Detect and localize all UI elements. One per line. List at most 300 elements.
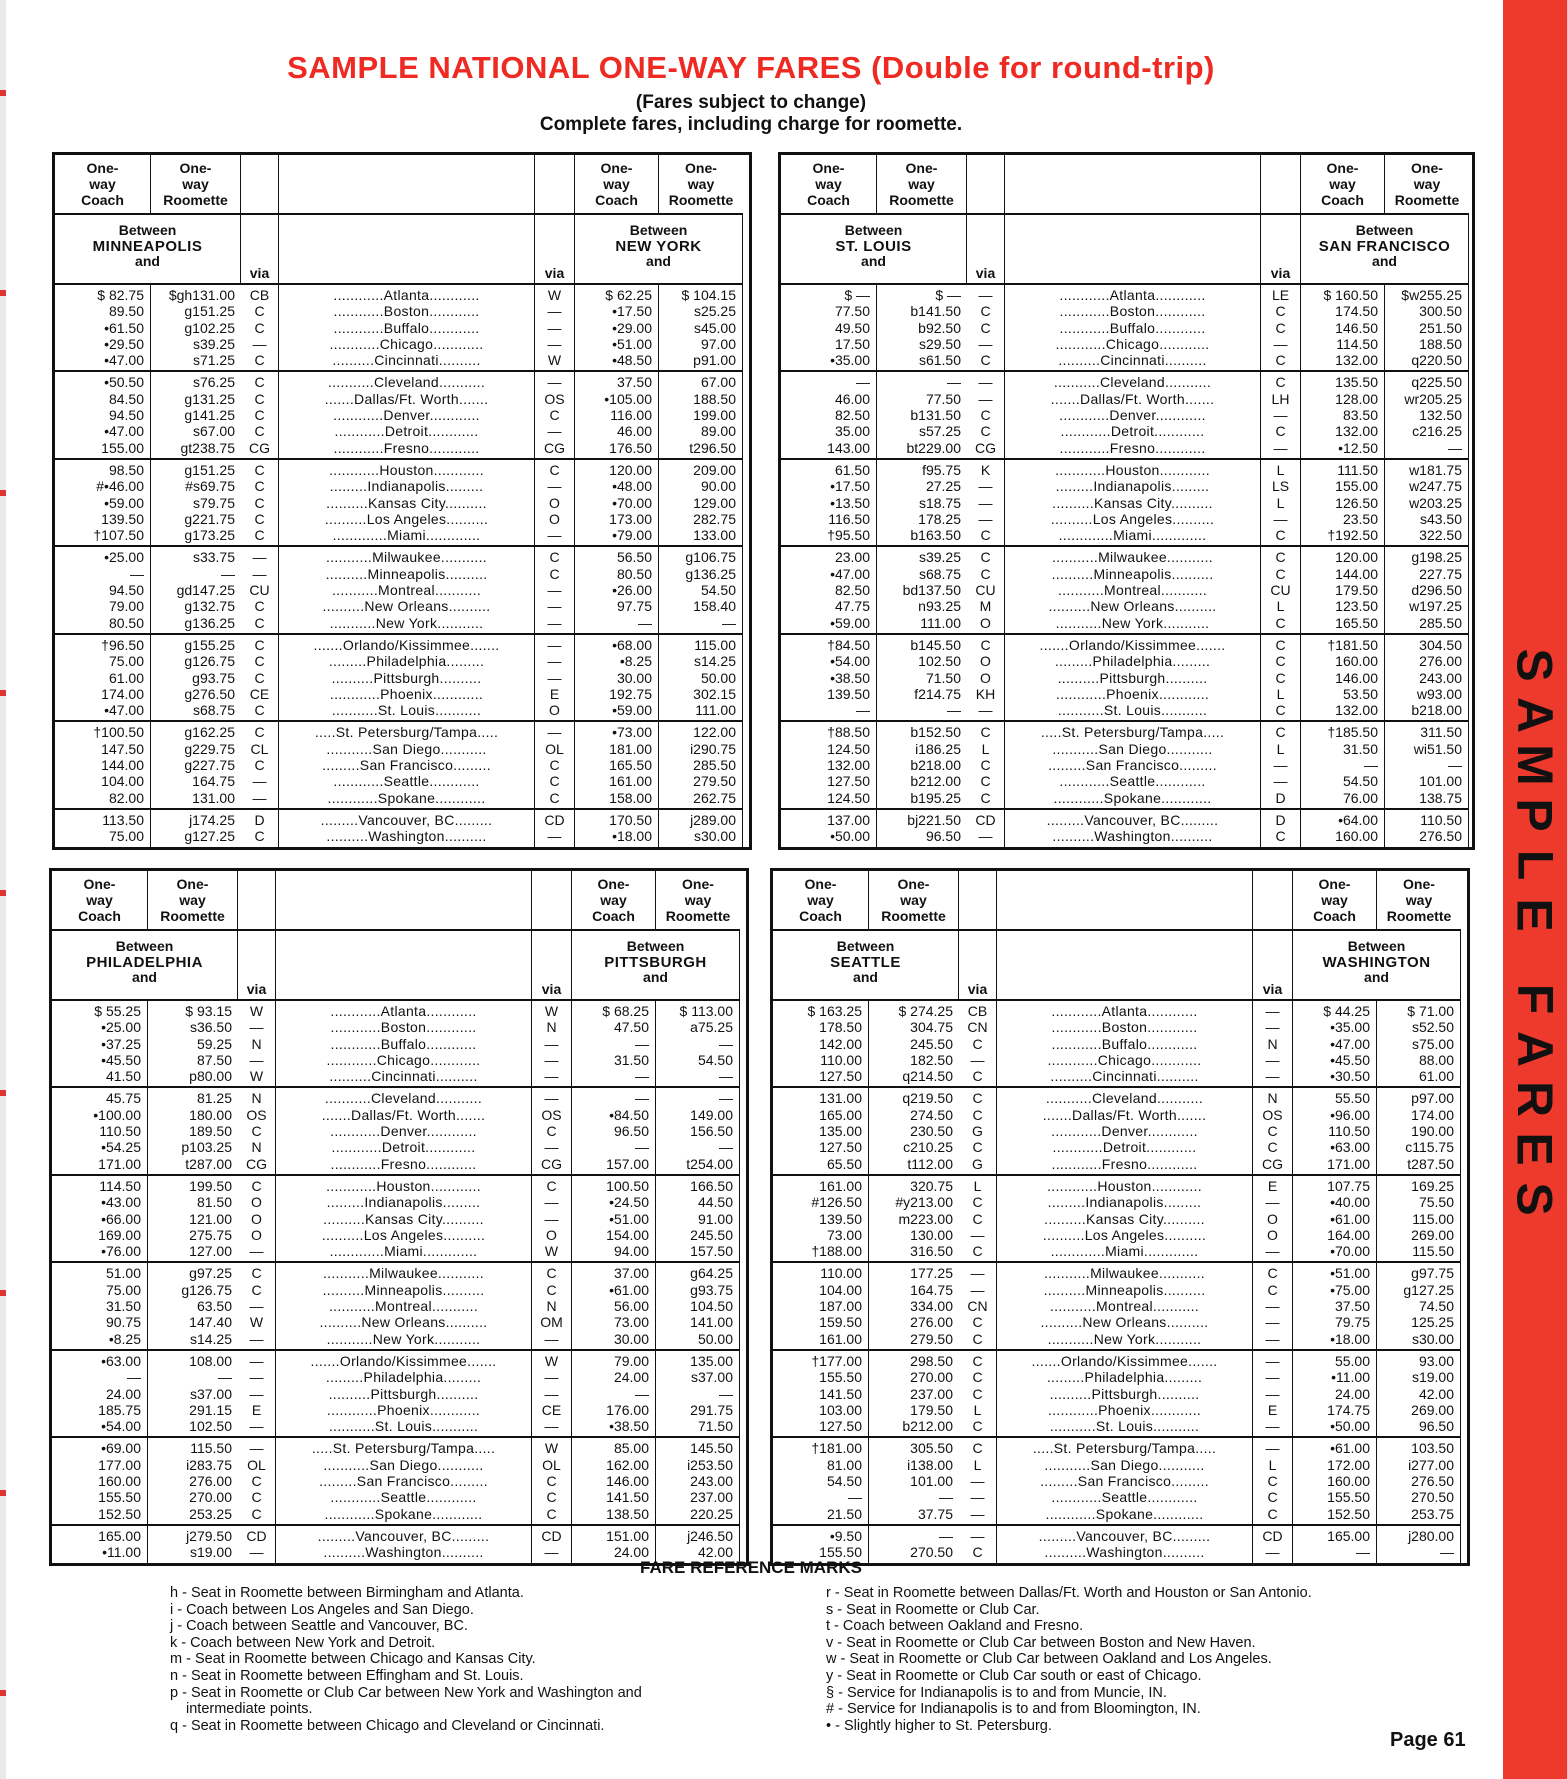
- left-coach-fare: 103.00: [819, 1401, 862, 1418]
- destination-city: ............Spokane............: [1053, 789, 1212, 806]
- right-roomette-fare: s19.00: [1411, 1369, 1454, 1386]
- left-roomette-fare: f214.75: [914, 685, 961, 702]
- right-roomette-fare: 269.00: [1411, 1401, 1454, 1418]
- right-via: —: [547, 614, 562, 631]
- right-roomette-fare: 262.75: [693, 789, 736, 806]
- fare-reference-title: FARE REFERENCE MARKS: [640, 1558, 862, 1577]
- left-via: C: [254, 702, 265, 719]
- right-via: —: [547, 598, 562, 615]
- destination-city: .........Indianapolis.........: [1047, 1194, 1202, 1211]
- destination-city: ............Boston............: [333, 303, 480, 320]
- right-coach-fare: •11.00: [1331, 1369, 1370, 1386]
- left-via: —: [252, 773, 267, 790]
- fare-group-column: [1385, 547, 1469, 634]
- right-roomette-fare: wr205.25: [1404, 390, 1462, 407]
- right-roomette-fare: q220.50: [1411, 352, 1462, 369]
- right-via: C: [549, 565, 560, 582]
- left-via: N: [251, 1090, 262, 1107]
- left-coach-fare: 131.00: [819, 1090, 862, 1107]
- destination-city: ..........Los Angeles..........: [1042, 1226, 1207, 1243]
- destination-city: ...........San Diego...........: [323, 1456, 484, 1473]
- right-coach-fare: 56.00: [613, 1298, 649, 1315]
- destination-city: ..........Kansas City..........: [323, 1210, 484, 1227]
- right-coach-fare: 173.00: [609, 510, 652, 527]
- right-via: —: [544, 1544, 559, 1561]
- left-coach-fare: 139.50: [827, 685, 870, 702]
- fare-reference-note: q - Seat in Roomette between Chicago and Cleveland or Cincinnati.: [170, 1717, 605, 1734]
- left-via: —: [252, 789, 267, 806]
- fare-group-column: [55, 810, 151, 847]
- destination-city: ............Houston............: [1055, 461, 1210, 478]
- right-coach-fare: 54.50: [1342, 773, 1378, 790]
- left-coach-fare: 98.50: [108, 461, 144, 478]
- fare-group-column: [1301, 460, 1385, 547]
- left-coach-fare: 147.50: [101, 740, 144, 757]
- right-coach-fare: 132.00: [1335, 352, 1378, 369]
- left-via: C: [972, 1352, 983, 1369]
- left-via: —: [249, 1369, 264, 1386]
- left-via: CD: [975, 811, 996, 828]
- right-roomette-fare: 220.25: [690, 1505, 733, 1522]
- city-header-spacer: [997, 871, 1253, 931]
- left-roomette-fare: g131.25: [184, 390, 235, 407]
- destination-city: .............Miami.............: [1058, 527, 1207, 544]
- right-roomette-fare: —: [719, 1139, 733, 1156]
- right-roomette-fare: 245.50: [690, 1226, 733, 1243]
- right-coach-fare: 176.50: [609, 439, 652, 456]
- left-roomette-fare: g173.25: [184, 527, 235, 544]
- left-roomette-fare: g141.25: [184, 407, 235, 424]
- right-coach-fare: $ 62.25: [605, 287, 652, 303]
- fare-group-column: [148, 1001, 238, 1088]
- right-via: N: [546, 1298, 557, 1315]
- fare-group-column: [1377, 1351, 1461, 1438]
- subtitle-fares-subject: (Fares subject to change): [635, 92, 867, 113]
- destination-city: .........Philadelphia.........: [1054, 653, 1211, 670]
- destination-city: ............Denver............: [330, 1123, 477, 1140]
- left-roomette-fare: —: [939, 1489, 953, 1506]
- fare-group-column: [148, 1438, 238, 1525]
- right-roomette-fare: 138.75: [1419, 789, 1462, 806]
- left-coach-fare: •54.00: [830, 653, 870, 670]
- right-via: —: [547, 653, 562, 670]
- right-via: CG: [1262, 1155, 1283, 1172]
- right-coach-fare: 172.00: [1327, 1456, 1370, 1473]
- left-coach-fare: 177.00: [98, 1456, 141, 1473]
- right-coach-fare: —: [635, 1090, 649, 1107]
- left-coach-fare: 160.00: [98, 1473, 141, 1490]
- right-via: CD: [541, 1527, 562, 1544]
- fare-group-column: [151, 635, 241, 722]
- right-via: OS: [544, 390, 565, 407]
- destination-city: .........Indianapolis.........: [1055, 478, 1210, 495]
- right-coach-fare: •24.50: [609, 1194, 649, 1211]
- right-coach-fare: 79.00: [613, 1352, 649, 1369]
- left-roomette-fare: t287.00: [185, 1155, 232, 1172]
- right-via: —: [544, 1385, 559, 1402]
- left-via: C: [251, 1281, 262, 1298]
- right-via: C: [1275, 724, 1286, 741]
- fare-group-column: [572, 1526, 656, 1563]
- left-via: C: [980, 773, 991, 790]
- left-coach-fare: 124.50: [827, 789, 870, 806]
- left-roomette-fare: s68.75: [918, 565, 961, 582]
- fare-group-column: [572, 1176, 656, 1263]
- fare-group-column: [1301, 285, 1385, 372]
- fare-group-column: [241, 547, 279, 634]
- right-roomette-fare: 71.50: [697, 1418, 733, 1435]
- fare-group-column: [1261, 285, 1301, 372]
- right-via: C: [1267, 1473, 1278, 1490]
- left-via: —: [252, 549, 267, 566]
- right-roomette-fare: —: [1448, 757, 1462, 774]
- left-roomette-fare: 178.25: [918, 510, 961, 527]
- fare-group-column: [877, 285, 967, 372]
- right-coach-fare: 164.00: [1327, 1226, 1370, 1243]
- left-coach-fare: •38.50: [830, 669, 870, 686]
- right-coach-fare: 80.50: [616, 565, 652, 582]
- right-roomette-fare: 291.75: [690, 1401, 733, 1418]
- right-coach-fare: 30.00: [613, 1330, 649, 1347]
- destination-city: ...........Cleveland...........: [1045, 1090, 1204, 1107]
- fare-group-column: [869, 1351, 959, 1438]
- right-roomette-fare: s37.00: [690, 1369, 733, 1386]
- left-via: G: [972, 1123, 983, 1140]
- left-coach-fare: †188.00: [811, 1243, 862, 1260]
- left-via: C: [251, 1177, 262, 1194]
- destination-city: .........Philadelphia.........: [1046, 1369, 1203, 1386]
- right-via: CG: [544, 439, 565, 456]
- right-via: —: [1273, 335, 1288, 352]
- left-roomette-fare: g132.75: [184, 598, 235, 615]
- right-via: —: [547, 582, 562, 599]
- fare-group-column: [1293, 1001, 1377, 1088]
- fare-group-column: [1377, 1001, 1461, 1088]
- left-roomette-fare: —: [947, 374, 961, 391]
- fare-group-column: [997, 1263, 1253, 1350]
- destination-city: .............Miami.............: [329, 1243, 478, 1260]
- city-column-spacer: [276, 931, 532, 1001]
- right-roomette-fare: c216.25: [1412, 423, 1462, 440]
- right-via: L: [1276, 685, 1285, 702]
- left-coach-fare: •47.00: [104, 352, 144, 369]
- fare-group-column: [781, 722, 877, 809]
- fare-group-column: [1253, 1263, 1293, 1350]
- left-edge-strip: [0, 0, 6, 1779]
- left-via: —: [978, 287, 993, 303]
- right-roomette-fare: 322.50: [1419, 527, 1462, 544]
- left-coach-fare: 155.00: [101, 439, 144, 456]
- destination-city: .......Dallas/Ft. Worth.......: [324, 390, 489, 407]
- fare-group-column: [773, 1176, 869, 1263]
- left-roomette-fare: 177.25: [910, 1265, 953, 1282]
- left-coach-fare: 47.75: [834, 598, 870, 615]
- right-via: —: [547, 374, 562, 391]
- left-via: L: [973, 1456, 982, 1473]
- left-coach-fare: •59.00: [104, 494, 144, 511]
- fare-group-column: [967, 635, 1005, 722]
- side-label-letter: E: [1506, 898, 1563, 932]
- fare-group-column: [575, 547, 659, 634]
- right-coach-fare: 37.00: [613, 1265, 649, 1282]
- left-via: CD: [246, 1527, 267, 1544]
- left-coach-fare: 104.00: [819, 1281, 862, 1298]
- right-via: —: [547, 423, 562, 440]
- side-label-letter: A: [1506, 1030, 1563, 1068]
- destination-city: ...........Milwaukee...........: [325, 549, 487, 566]
- left-via: C: [251, 1265, 262, 1282]
- left-coach-fare: •100.00: [93, 1106, 141, 1123]
- right-via: C: [1267, 1265, 1278, 1282]
- right-coach-fare: 83.50: [1342, 407, 1378, 424]
- fare-group-column: [279, 372, 535, 459]
- side-label-letter: F: [1506, 983, 1563, 1015]
- fare-group-column: [1005, 810, 1261, 847]
- fare-group-column: [869, 1176, 959, 1263]
- left-via: O: [251, 1194, 262, 1211]
- destination-city: ..........Pittsburgh..........: [331, 669, 482, 686]
- left-via: —: [978, 702, 993, 719]
- left-via: —: [970, 1505, 985, 1522]
- left-coach-fare: —: [856, 374, 870, 391]
- left-coach-fare: 187.00: [819, 1298, 862, 1315]
- fare-group-column: [535, 635, 575, 722]
- right-via: —: [547, 636, 562, 653]
- right-coach-fare: 157.00: [606, 1155, 649, 1172]
- right-roomette-fare: 54.50: [700, 582, 736, 599]
- left-roomette-fare: 102.50: [918, 653, 961, 670]
- roomette-header: One- way Roomette: [656, 871, 740, 931]
- side-label-letter: P: [1506, 798, 1563, 832]
- right-roomette-fare: s45.00: [693, 319, 736, 336]
- right-via: O: [546, 1226, 557, 1243]
- fare-group-column: [967, 285, 1005, 372]
- fare-group-column: [869, 1088, 959, 1175]
- left-coach-fare: 73.00: [826, 1226, 862, 1243]
- fare-group-column: [1253, 1088, 1293, 1175]
- fare-reference-note: v - Seat in Roomette or Club Car between Boston and New Haven.: [826, 1634, 1256, 1651]
- left-via: C: [254, 478, 265, 495]
- left-coach-fare: •8.25: [108, 1330, 141, 1347]
- fare-group-column: [781, 372, 877, 459]
- right-coach-fare: —: [635, 1385, 649, 1402]
- left-coach-fare: 155.50: [819, 1544, 862, 1561]
- left-coach-fare: 21.50: [826, 1505, 862, 1522]
- left-via: C: [972, 1385, 983, 1402]
- right-roomette-fare: 103.50: [1411, 1440, 1454, 1457]
- left-roomette-fare: 275.75: [189, 1226, 232, 1243]
- destination-city: ............Chicago............: [329, 335, 484, 352]
- coach-header: One- way Coach: [1301, 155, 1385, 215]
- right-coach-fare: 37.50: [1334, 1298, 1370, 1315]
- right-coach-fare: •40.00: [1330, 1194, 1370, 1211]
- left-roomette-fare: g221.75: [184, 510, 235, 527]
- right-coach-fare: 114.50: [1336, 335, 1378, 352]
- fare-group-column: [773, 1088, 869, 1175]
- left-coach-fare: 17.50: [834, 335, 870, 352]
- right-coach-fare: 141.50: [606, 1489, 649, 1506]
- fare-group-column: [276, 1088, 532, 1175]
- destination-city: ..........New Orleans..........: [319, 1314, 488, 1331]
- between-right-city: Between SAN FRANCISCO and: [1301, 215, 1469, 285]
- fare-group-column: [241, 285, 279, 372]
- left-coach-fare: †100.50: [93, 724, 144, 741]
- destination-city: .........Vancouver, BC.........: [317, 1527, 490, 1544]
- between-city: NEW YORK: [615, 237, 702, 255]
- right-roomette-fare: w93.00: [1416, 685, 1462, 702]
- left-via: —: [249, 1298, 264, 1315]
- right-coach-fare: •48.00: [612, 478, 652, 495]
- right-coach-fare: 37.50: [616, 374, 652, 391]
- right-roomette-fare: 122.00: [693, 724, 736, 741]
- fare-group-column: [659, 285, 743, 372]
- left-coach-fare: 161.00: [819, 1330, 862, 1347]
- left-via: C: [254, 390, 265, 407]
- fare-reference-note: # - Service for Indianapolis is to and from Bloomington, IN.: [826, 1701, 1201, 1718]
- fare-group-column: [1301, 372, 1385, 459]
- side-label-letter: M: [1507, 744, 1563, 786]
- left-roomette-fare: s67.00: [192, 423, 235, 440]
- left-roomette-fare: s33.75: [192, 549, 235, 566]
- right-via: —: [1265, 1051, 1280, 1068]
- destination-city: ............Seattle............: [333, 773, 480, 790]
- destination-city: ..........Pittsburgh..........: [1057, 669, 1208, 686]
- left-coach-fare: 65.50: [826, 1155, 862, 1172]
- fare-reference-note: s - Seat in Roomette or Club Car.: [826, 1601, 1040, 1618]
- left-coach-fare: 139.50: [819, 1210, 862, 1227]
- fare-group-column: [877, 372, 967, 459]
- right-via: OS: [541, 1106, 562, 1123]
- left-coach-fare: †177.00: [811, 1352, 862, 1369]
- destination-city: ............Denver............: [1051, 1123, 1198, 1140]
- right-via: —: [1265, 1243, 1280, 1260]
- left-roomette-fare: 81.25: [196, 1090, 232, 1107]
- left-via: C: [254, 828, 265, 845]
- left-roomette-fare: 270.00: [910, 1369, 953, 1386]
- left-via: C: [980, 423, 991, 440]
- left-via: C: [254, 636, 265, 653]
- right-via: C: [1275, 319, 1286, 336]
- left-roomette-fare: c210.25: [903, 1139, 953, 1156]
- right-roomette-fare: 133.00: [693, 527, 736, 544]
- left-coach-fare: •69.00: [101, 1440, 141, 1457]
- right-via: C: [546, 1281, 557, 1298]
- right-via: O: [549, 494, 560, 511]
- fare-group-column: [781, 635, 877, 722]
- right-roomette-fare: 54.50: [697, 1051, 733, 1068]
- right-coach-fare: •61.00: [609, 1281, 649, 1298]
- left-roomette-fare: b152.50: [910, 724, 961, 741]
- left-via: C: [972, 1194, 983, 1211]
- fare-group-column: [877, 547, 967, 634]
- fare-group-column: [276, 1526, 532, 1563]
- fare-group-column: [1377, 1526, 1461, 1563]
- left-coach-fare: •50.50: [104, 374, 144, 391]
- left-coach-fare: 89.50: [108, 303, 144, 320]
- right-via: —: [1265, 1385, 1280, 1402]
- left-roomette-fare: i283.75: [186, 1456, 232, 1473]
- left-roomette-fare: g126.75: [181, 1281, 232, 1298]
- fare-group-column: [997, 1351, 1253, 1438]
- left-via: C: [980, 565, 991, 582]
- right-via: —: [1265, 1068, 1280, 1085]
- right-coach-fare: •96.00: [1330, 1106, 1370, 1123]
- left-coach-fare: #126.50: [811, 1194, 862, 1211]
- right-coach-fare: 53.50: [1342, 685, 1378, 702]
- fare-group-column: [1293, 1176, 1377, 1263]
- destination-city: ..........New Orleans..........: [1048, 598, 1217, 615]
- destination-city: ..........Washington..........: [326, 828, 487, 845]
- right-via: —: [1265, 1330, 1280, 1347]
- right-roomette-fare: 132.50: [1419, 407, 1462, 424]
- left-roomette-fare: 130.00: [910, 1226, 953, 1243]
- fare-group-column: [1005, 460, 1261, 547]
- right-via: —: [1265, 1194, 1280, 1211]
- fare-group-column: [781, 460, 877, 547]
- via-label: via: [1253, 931, 1293, 1001]
- fare-group-column: [959, 1176, 997, 1263]
- fare-reference-note: i - Coach between Los Angeles and San Diego.: [170, 1601, 474, 1618]
- right-roomette-fare: t254.00: [686, 1155, 733, 1172]
- left-via: C: [972, 1090, 983, 1107]
- left-roomette-fare: 87.50: [196, 1051, 232, 1068]
- fare-group-column: [276, 1351, 532, 1438]
- fare-group-column: [1261, 372, 1301, 459]
- left-roomette-fare: 115.50: [190, 1440, 232, 1457]
- fare-group-column: [532, 1263, 572, 1350]
- left-via: —: [970, 1527, 985, 1544]
- right-coach-fare: —: [635, 1035, 649, 1052]
- via-label: via: [967, 215, 1005, 285]
- fare-group-column: [276, 1001, 532, 1088]
- right-via: W: [547, 287, 562, 303]
- right-coach-fare: 171.00: [1327, 1155, 1370, 1172]
- fare-reference-note: t - Coach between Oakland and Fresno.: [826, 1618, 1084, 1635]
- right-coach-fare: 162.00: [606, 1456, 649, 1473]
- destination-city: .......Dallas/Ft. Worth.......: [321, 1106, 486, 1123]
- left-coach-fare: 45.75: [105, 1090, 141, 1107]
- right-roomette-fare: 304.50: [1419, 636, 1462, 653]
- right-roomette-fare: j289.00: [690, 811, 736, 828]
- left-via: CN: [967, 1019, 988, 1036]
- left-coach-fare: •76.00: [101, 1243, 141, 1260]
- left-roomette-fare: 230.50: [910, 1123, 953, 1140]
- left-roomette-fare: 108.00: [189, 1352, 232, 1369]
- destination-city: ............Atlanta............: [333, 287, 480, 303]
- right-via: C: [546, 1489, 557, 1506]
- right-via: C: [1267, 1139, 1278, 1156]
- destination-city: ............Detroit............: [331, 1139, 476, 1156]
- left-coach-fare: $ 55.25: [94, 1003, 141, 1019]
- right-via: C: [546, 1473, 557, 1490]
- left-roomette-fare: 279.50: [910, 1330, 953, 1347]
- left-coach-fare: 35.00: [834, 423, 870, 440]
- left-via: —: [249, 1051, 264, 1068]
- left-via: —: [252, 565, 267, 582]
- right-roomette-fare: d296.50: [1411, 582, 1462, 599]
- fare-group-column: [238, 1526, 276, 1563]
- left-coach-fare: •50.00: [830, 828, 870, 845]
- right-via: C: [549, 461, 560, 478]
- left-roomette-fare: s37.00: [189, 1385, 232, 1402]
- destination-city: ............Detroit............: [1060, 423, 1205, 440]
- destination-city: ............Spokane............: [327, 789, 486, 806]
- left-roomette-fare: s39.25: [192, 335, 235, 352]
- right-via: —: [1265, 1003, 1280, 1019]
- right-roomette-fare: 115.00: [694, 636, 736, 653]
- left-roomette-fare: s36.50: [189, 1019, 232, 1036]
- right-roomette-fare: $ 71.00: [1407, 1003, 1454, 1019]
